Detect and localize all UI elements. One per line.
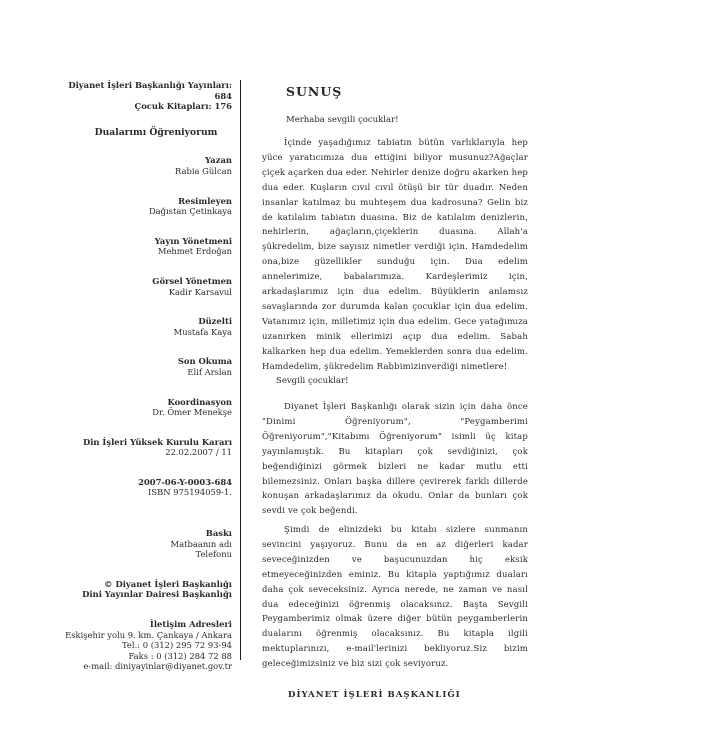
credit-role-editor: Yayın Yönetmeni — [154, 235, 232, 246]
credit-name-proofreading: Mustafa Kaya — [173, 326, 232, 337]
contact-phone: Tel.: 0 (312) 295 72 93-94 — [122, 640, 232, 651]
credit-name-author: Rabia Gülcan — [174, 165, 232, 176]
contact-email: e-mail: diniyayinlar@diyanet.gov.tr — [83, 661, 232, 672]
print-label: Baskı — [205, 528, 232, 539]
credit-name-visual-director: Kadir Karsavul — [168, 286, 232, 297]
isbn: ISBN 975194059-1. — [148, 487, 232, 498]
copyright-line-1: © Diyanet İşleri Başkanlığı — [104, 578, 232, 589]
board-decision-label: Din İşleri Yüksek Kurulu Kararı — [82, 436, 232, 447]
credit-name-editor: Mehmet Erdoğan — [157, 246, 232, 257]
board-decision-value: 22.02.2007 / 11 — [165, 447, 232, 458]
imprint-column — [60, 80, 232, 672]
print-line-2: Telefonu — [195, 549, 232, 560]
credit-role-visual-director: Görsel Yönetmen — [152, 275, 232, 286]
contact-fax: Faks : 0 (312) 284 72 88 — [128, 650, 232, 661]
paragraph-1: İçinde yaşadığımız tabiatın bütün varlıklarıyla hep yüce yaratıcımıza dua ettiğini biliyor musunuz?Ağaçlar çiçek açarken dua eder. Nehirler denize doğru akarken hep dua eder. Kuşların cıvıl cıvıl ötüşü bir tür duadır. Neden insanlar katılmaz bu muhteşem dua kadrosuna? Gelin biz de katılalım tabiatın duasına. Biz de katılalım denizlerin, nehirlerin, ağaçların,çiçeklerin duasına. Allah'a şükredelim, bize sayısız nimetler verdiği için. Hamdedelim ona,bize güzellikler sunduğu için. Dua edelim annelerimize, babalarımıza. Kardeşlerimiz için, arkadaşlarımız için dua edelim. Büyüklerin anlamsız savaşlarında zor durumda kalan çocuklar için dua edelim. Vatanımız için, milletimiz için dua edelim. Gece yatağımıza uzanırken minik ellerimizi açıp dua edelim. Sabah kalkarken hep dua edelim. Yemeklerden sonra dua edelim. Hamdedelim, şükredelim Rabbimizinverdiği nimetlere! — [262, 138, 528, 372]
paragraph-3: Şimdi de elinizdeki bu kitabı sizlere sunmanın sevincini yaşıyoruz. Bunu da en az diğerleri kadar seveceğinizden ve başucunuzdan hiç eksik etmeyeceğinizden eminiz. Bu kitapla yaptığımız duaları daha çok seveceksiniz. Ayrıca nerede, ne zaman ve nasıl dua edeceğinizi öğrenmiş olacaksınız. Başta Sevgili Peygamberimiz olmak üzere diğer bütün peygamberlerin dualarını öğrenmiş olacaksınız. Bu kitapla ilgili mektuplarınızı, e-mail'lerinizi bekliyoruz.Siz bizim geleceğimizsiniz ve biz sizi çok seviyoruz. — [262, 525, 528, 670]
greeting-2: Sevgili çocuklar! — [276, 376, 349, 386]
children-series-line: Çocuk Kitapları: 176 — [134, 101, 232, 112]
credit-role-illustrator: Resimleyen — [178, 195, 232, 206]
contact-address: Eskişehir yolu 9. km. Çankaya / Ankara — [65, 629, 232, 640]
credit-role-author: Yazan — [204, 155, 232, 166]
credit-name-coordination: Dr. Ömer Menekşe — [152, 407, 232, 418]
credit-name-final-reading: Elif Arslan — [187, 366, 232, 377]
page-title: SUNUŞ — [286, 84, 343, 99]
credit-role-coordination: Koordinasyon — [167, 396, 232, 407]
credit-name-illustrator: Dağıstan Çetinkaya — [148, 206, 232, 217]
greeting: Merhaba sevgili çocuklar! — [286, 115, 399, 125]
paragraph-2: Diyanet İşleri Başkanlığı olarak sizin için daha önce "Dinimi Öğreniyorum", "Peygamberimi Öğreniyorum","Kitabımı Öğreniyorum" isimli üç kitap yayınlamıştık. Bu kitapları çok sevdiğinizi, çok beğendiğinizi görmek bizleri ne kadar mutlu etti bilemezsiniz. Onları başka dillere çevirerek farklı dillerde konuşan arkadaşlarımız da okudu. Onlar da bunları çok sevdi ve çok beğendi. — [262, 402, 528, 517]
publication-code: 2007-06-Y-0003-684 — [138, 476, 232, 487]
copyright-line-2: Dini Yayınlar Dairesi Başkanlığı — [82, 589, 232, 600]
column-divider — [240, 80, 241, 660]
print-line-1: Matbaanın adı — [170, 538, 232, 549]
book-title: Dualarımı Öğreniyorum — [94, 126, 218, 138]
footer-publisher: DİYANET İŞLERİ BAŞKANLIĞI — [288, 690, 461, 700]
credit-role-proofreading: Düzelti — [198, 316, 232, 327]
contact-label: İletişim Adresleri — [149, 619, 232, 630]
publisher-series-line: Diyanet İşleri Başkanlığı Yayınları: 684 — [68, 80, 232, 101]
credit-role-final-reading: Son Okuma — [177, 356, 232, 367]
